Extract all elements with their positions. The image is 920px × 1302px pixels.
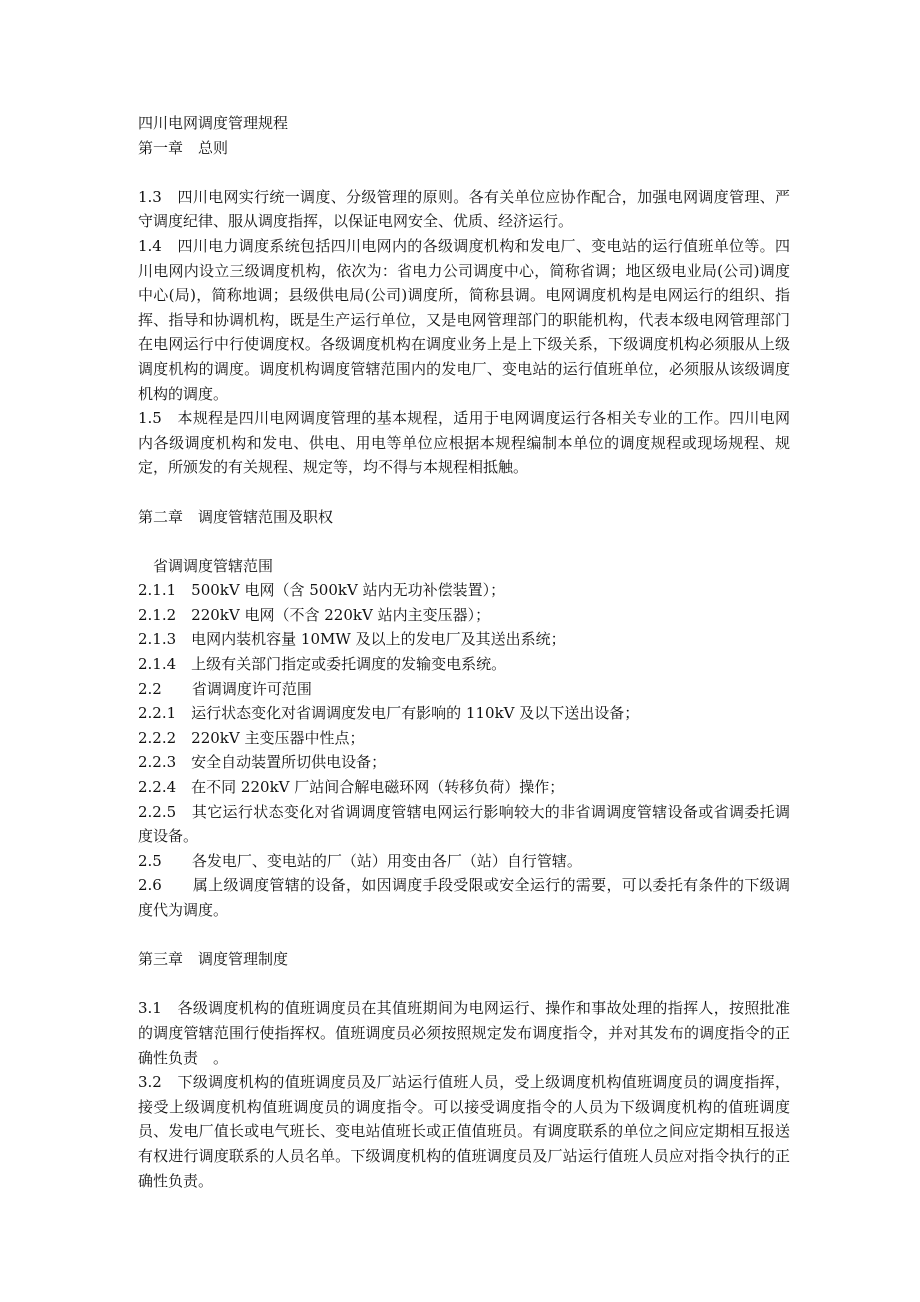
list-item: 2.2.4 在不同 220kV 厂站间合解电磁环网（转移负荷）操作； [138,778,565,797]
paragraph-1-4: 1.4 四川电力调度系统包括四川电网内的各级调度机构和发电厂、变电站的运行值班单位等。四川电网内设立三级调度机构，依次为：省电力公司调度中心，简称省调；地区级电业局(公司)调度中心(局)，简称地调；县级供电局(公司)调度所，简称县调。电网调度机构是电网运行的组织、指挥、指导和协调机构，既是生产运行单位，又是电网管理部门的职能机构，代表本级电网管理部门在电网运行中行使调度权。各级调度机构在调度业务上是上下级关系，下级调度机构必须服从上级调度机构的调度。调度机构调度管辖范围内的发电厂、变电站的运行值班单位，必须服从该级调度机构的调度。 [138,236,790,403]
list-item: 2.2.1 运行状态变化对省调调度发电厂有影响的 110kV 及以下送出设备； [138,704,640,723]
paragraph-3-1: 3.1 各级调度机构的值班调度员在其值班期间为电网运行、操作和事故处理的指挥人，按照批准的调度管辖范围行使指挥权。值班调度员必须按照规定发布调度指令，并对其发布的调度指令的正确性负责 。 [138,999,790,1067]
list-item: 2.2.3 安全自动装置所切供电设备； [138,753,387,772]
list-item: 2.1.1 500kV 电网（含 500kV 站内无功补偿装置）； [138,581,506,600]
paragraph-3-2: 3.2 下级调度机构的值班调度员及厂站运行值班人员，受上级调度机构值班调度员的调度指挥，接受上级调度机构值班调度员的调度指令。可以接受调度指令的人员为下级调度机构的值班调度员、发电厂值长或电气班长、变电站值班长或正值值班员。有调度联系的单位之间应定期相互报送有权进行调度联系的人员名单。下级调度机构的值班调度员及厂站运行值班人员应对指令执行的正确性负责。 [138,1073,790,1190]
document-title: 四川电网调度管理规程 [138,114,289,132]
document-page [138,111,790,1193]
list-item: 2.2.2 220kV 主变压器中性点； [138,728,365,747]
paragraph-1-3: 1.3 四川电网实行统一调度、分级管理的原则。各有关单位应协作配合，加强电网调度管理、严守调度纪律、服从调度指挥，以保证电网安全、优质、经济运行。 [138,187,790,231]
spacer [138,923,790,948]
spacer [138,480,790,505]
chapter-2-heading: 第二章 调度管辖范围及职权 [138,507,334,526]
spacer [138,972,790,997]
list-item: 2.5 各发电厂、变电站的厂（站）用变由各厂（站）自行管辖。 [138,851,582,870]
section-2-1-heading: 省调调度管辖范围 [153,556,274,575]
list-item: 2.1.4 上级有关部门指定或委托调度的发输变电系统。 [138,655,507,674]
chapter-1-heading: 第一章 总则 [138,138,229,157]
chapter-3-heading: 第三章 调度管理制度 [138,950,289,969]
spacer [138,529,790,554]
list-item: 2.1.3 电网内装机容量 10MW 及以上的发电厂及其送出系统； [138,630,566,649]
list-item: 2.2.5 其它运行状态变化对省调调度管辖电网运行影响较大的非省调调度管辖设备或省调委托调度设备。 [138,802,790,846]
section-2-2-heading: 2.2 省调调度许可范围 [138,679,312,698]
spacer [138,160,790,185]
paragraph-1-5: 1.5 本规程是四川电网调度管理的基本规程，适用于电网调度运行各相关专业的工作。四川电网内各级调度机构和发电、供电、用电等单位应根据本规程编制本单位的调度规程或现场规程、规定，所颁发的有关规程、规定等，均不得与本规程相抵触。 [138,409,790,477]
list-item: 2.1.2 220kV 电网（不含 220kV 站内主变压器）； [138,605,491,624]
list-item: 2.6 属上级调度管辖的设备，如因调度手段受限或安全运行的需要，可以委托有条件的下级调度代为调度。 [138,876,790,919]
